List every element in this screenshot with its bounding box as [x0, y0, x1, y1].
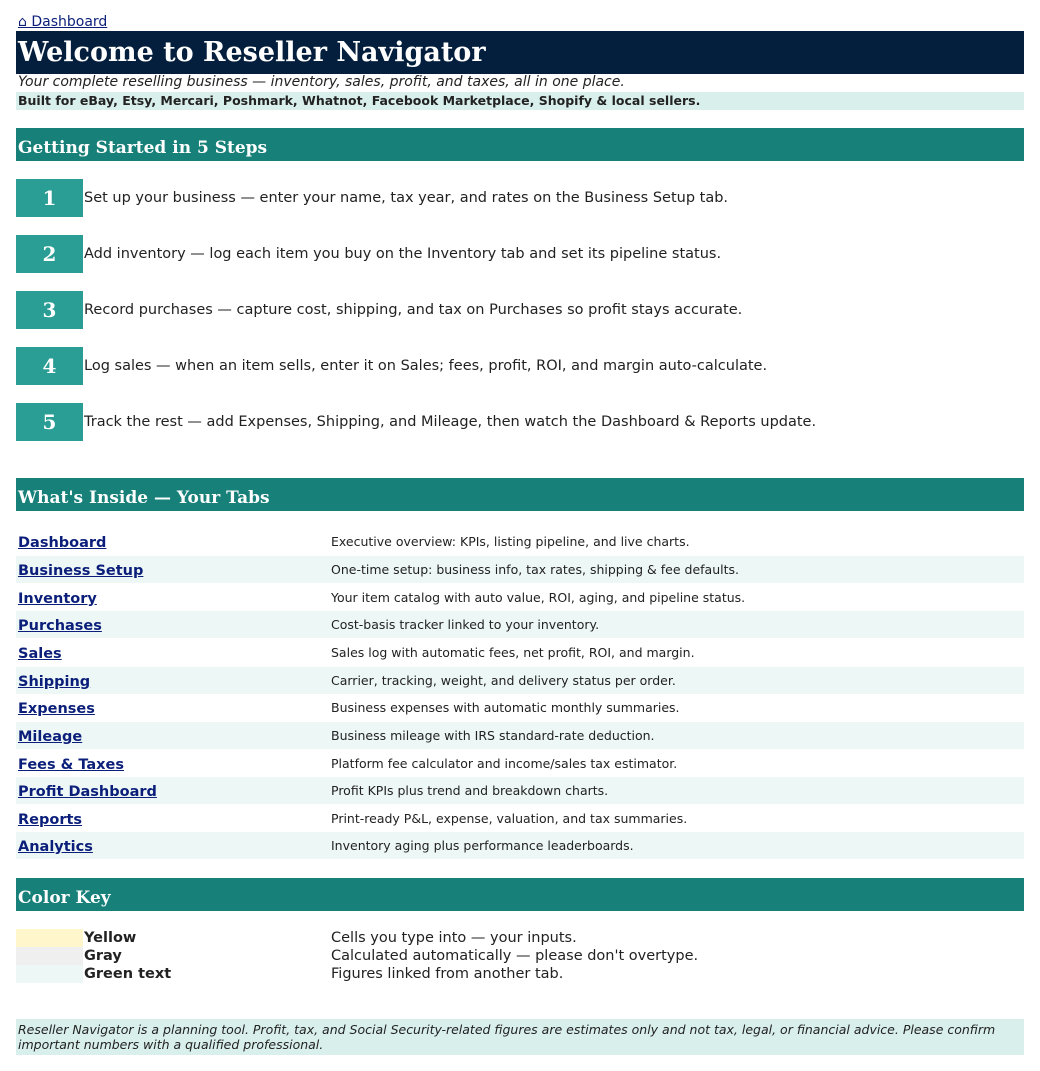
step-5 — [16, 403, 1024, 441]
getting-started-heading: Getting Started in 5 Steps — [16, 128, 1024, 161]
tab-link-reports[interactable]: Reports — [18, 812, 83, 828]
step-text: Set up your business — enter your name, tax year, and rates on the Business Setup tab. — [84, 190, 729, 206]
tab-description: Executive overview: KPIs, listing pipeline, and live charts. — [331, 534, 690, 549]
tab-row-profit-dashboard — [16, 777, 1024, 804]
tab-description: Platform fee calculator and income/sales tax estimator. — [331, 756, 678, 771]
tab-row-fees-taxes — [16, 750, 1024, 777]
key-name: Gray — [84, 948, 122, 964]
key-description: Figures linked from another tab. — [331, 966, 564, 982]
tab-description: Cost-basis tracker linked to your inventory. — [331, 617, 600, 632]
tab-link-analytics[interactable]: Analytics — [18, 839, 93, 855]
tab-description: One-time setup: business info, tax rates, shipping & fee defaults. — [331, 562, 739, 577]
tab-link-profit-dashboard[interactable]: Profit Dashboard — [18, 784, 157, 800]
tab-link-purchases[interactable]: Purchases — [18, 618, 102, 634]
tab-link-sales[interactable]: Sales — [18, 646, 62, 662]
tab-link-mileage[interactable]: Mileage — [18, 729, 83, 745]
step-text: Add inventory — log each item you buy on the Inventory tab and set its pipeline status. — [84, 246, 722, 262]
tab-row-inventory — [16, 584, 1024, 611]
tab-description: Business mileage with IRS standard-rate deduction. — [331, 728, 655, 743]
step-3 — [16, 291, 1024, 329]
step-number: 3 — [16, 291, 83, 329]
tab-description: Sales log with automatic fees, net profit, ROI, and margin. — [331, 645, 695, 660]
step-number: 2 — [16, 235, 83, 273]
tab-link-business-setup[interactable]: Business Setup — [18, 563, 144, 579]
key-name: Yellow — [84, 930, 137, 946]
tab-link-shipping[interactable]: Shipping — [18, 674, 91, 690]
color-key-gray — [16, 947, 1024, 965]
tab-link-fees-taxes[interactable]: Fees & Taxes — [18, 757, 124, 773]
tab-description: Inventory aging plus performance leaderboards. — [331, 838, 634, 853]
color-key-heading: Color Key — [16, 878, 1024, 911]
tab-row-dashboard — [16, 528, 1024, 555]
step-1 — [16, 179, 1024, 217]
tab-description: Your item catalog with auto value, ROI, aging, and pipeline status. — [331, 590, 746, 605]
key-description: Calculated automatically — please don't overtype. — [331, 948, 699, 964]
tab-row-business-setup — [16, 556, 1024, 583]
color-key-yellow — [16, 929, 1024, 947]
tab-description: Profit KPIs plus trend and breakdown charts. — [331, 783, 609, 798]
tab-description: Carrier, tracking, weight, and delivery status per order. — [331, 673, 676, 688]
step-text: Track the rest — add Expenses, Shipping, and Mileage, then watch the Dashboard & Reports update. — [84, 414, 817, 430]
tab-row-reports — [16, 805, 1024, 832]
step-number: 5 — [16, 403, 83, 441]
tab-row-shipping — [16, 667, 1024, 694]
color-key-green — [16, 965, 1024, 983]
key-name: Green text — [84, 966, 172, 982]
tab-link-expenses[interactable]: Expenses — [18, 701, 95, 717]
step-number: 1 — [16, 179, 83, 217]
disclaimer-note: Reseller Navigator is a planning tool. Profit, tax, and Social Security-related figures are estimates only and not tax, legal, or financial advice. Please confirm important numbers with a qualified professional. — [16, 1019, 1024, 1055]
green-swatch — [16, 965, 83, 983]
platforms-banner: Built for eBay, Etsy, Mercari, Poshmark, Whatnot, Facebook Marketplace, Shopify & local sellers. — [16, 92, 1024, 110]
dashboard-link[interactable]: ⌂ Dashboard — [18, 14, 108, 30]
step-text: Log sales — when an item sells, enter it on Sales; fees, profit, ROI, and margin auto-calculate. — [84, 358, 768, 374]
page-title: Welcome to Reseller Navigator — [16, 31, 1024, 74]
page-subtitle: Your complete reselling business — inventory, sales, profit, and taxes, all in one place. — [18, 74, 625, 90]
tabs-heading: What's Inside — Your Tabs — [16, 478, 1024, 511]
yellow-swatch — [16, 929, 83, 947]
gray-swatch — [16, 947, 83, 965]
tab-description: Business expenses with automatic monthly summaries. — [331, 700, 680, 715]
step-text: Record purchases — capture cost, shipping, and tax on Purchases so profit stays accurate. — [84, 302, 743, 318]
tab-link-inventory[interactable]: Inventory — [18, 591, 97, 607]
step-number: 4 — [16, 347, 83, 385]
tab-row-expenses — [16, 694, 1024, 721]
step-4 — [16, 347, 1024, 385]
step-2 — [16, 235, 1024, 273]
key-description: Cells you type into — your inputs. — [331, 930, 577, 946]
tab-row-purchases — [16, 611, 1024, 638]
tab-row-sales — [16, 639, 1024, 666]
tab-description: Print-ready P&L, expense, valuation, and tax summaries. — [331, 811, 688, 826]
tab-link-dashboard[interactable]: Dashboard — [18, 535, 107, 551]
tab-row-analytics — [16, 832, 1024, 859]
tab-row-mileage — [16, 722, 1024, 749]
